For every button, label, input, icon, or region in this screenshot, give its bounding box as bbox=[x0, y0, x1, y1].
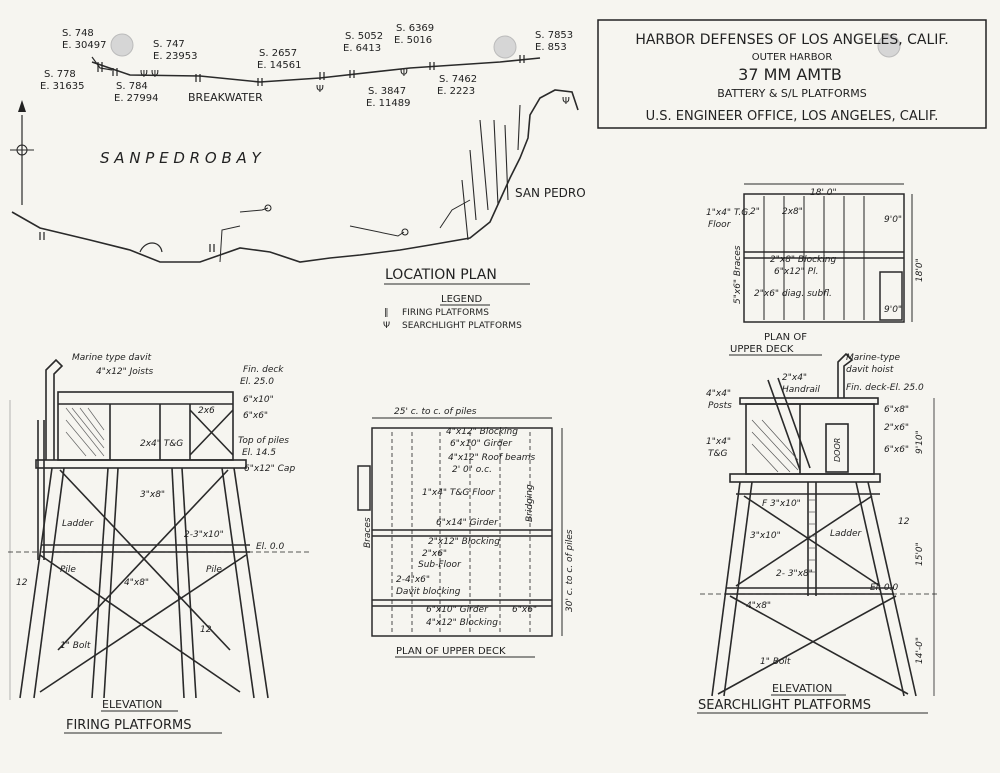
label-girder2: 6"x14" Girder bbox=[436, 518, 498, 528]
upper-deck-right-title-2: UPPER DECK bbox=[730, 344, 794, 355]
location-plan bbox=[10, 23, 586, 331]
label-roof-spacing: 2' 0" o.c. bbox=[452, 465, 492, 475]
label-m1: 6"x8" bbox=[884, 405, 910, 415]
label-davit1: 2-4"x6" bbox=[396, 575, 431, 585]
coord-s: S. 747 bbox=[153, 39, 185, 50]
label-diag: 2"x6" diag. subfl. bbox=[754, 289, 832, 299]
label-m3: 6"x6" bbox=[884, 445, 910, 455]
coastline bbox=[12, 90, 578, 262]
label-slope2: 12 bbox=[200, 625, 212, 635]
title-line-3: 37 MM AMTB bbox=[738, 65, 842, 84]
coord-s: S. 3847 bbox=[368, 86, 407, 97]
title-block bbox=[598, 20, 986, 128]
label-girt: 3"x8" bbox=[140, 490, 166, 500]
label-davit2: davit hoist bbox=[846, 365, 894, 375]
legend-searchlight-icon: Ψ bbox=[383, 321, 391, 331]
label-blocking-top: 4"x12" Blocking bbox=[446, 427, 518, 437]
label-dim-top: 18' 0" bbox=[810, 188, 837, 198]
firing-elevation-subtitle: FIRING PLATFORMS bbox=[66, 718, 192, 733]
coord-s: S. 6369 bbox=[396, 23, 435, 34]
coord-s: S. 5052 bbox=[345, 31, 384, 42]
upper-deck-plan-right bbox=[706, 184, 925, 355]
label-dim-r1: 9'0" bbox=[884, 215, 903, 225]
label-post2: 6"x6" bbox=[243, 411, 269, 421]
label-dim1: 9'10" bbox=[915, 430, 925, 454]
label-dim2: 15'0" bbox=[915, 542, 925, 566]
label-dim-r3: 9'0" bbox=[884, 305, 903, 315]
location-plan-title: LOCATION PLAN bbox=[385, 267, 497, 283]
svg-text:Ψ: Ψ bbox=[562, 96, 570, 107]
label-subfloor2: Sub-Floor bbox=[418, 560, 461, 570]
label-girder: 6"x10" Girder bbox=[450, 439, 512, 449]
searchlight-elevation-subtitle: SEARCHLIGHT PLATFORMS bbox=[698, 698, 872, 713]
label-blocking2: 2"x12" Blocking bbox=[428, 537, 500, 547]
label-dim-right: 30' c. to c. of piles bbox=[565, 529, 575, 612]
coord-s: S. 748 bbox=[62, 28, 94, 39]
title-line-5: U.S. ENGINEER OFFICE, LOS ANGELES, CALIF. bbox=[645, 109, 939, 124]
label-floor1: 1"x4" T.G. bbox=[706, 208, 752, 218]
searchlight-elevation-title: ELEVATION bbox=[772, 682, 833, 695]
coord-e: E. 11489 bbox=[366, 98, 411, 109]
label-ladder: Ladder bbox=[830, 529, 862, 539]
label-top-piles: Top of piles bbox=[238, 436, 289, 446]
label-diag: 3"x10" bbox=[750, 531, 781, 541]
label-diag: 2-3"x10" bbox=[184, 530, 224, 540]
label-dim-top: 25' c. to c. of piles bbox=[394, 407, 477, 417]
upper-deck-right-title-1: PLAN OF bbox=[764, 332, 807, 343]
label-cross: 2- 3"x8" bbox=[776, 569, 813, 579]
label-dim3: 14'-0" bbox=[915, 636, 925, 664]
title-line-4: BATTERY & S/L PLATFORMS bbox=[717, 87, 867, 100]
legend-firing-icon: ‖ bbox=[384, 308, 389, 318]
coord-e: E. 853 bbox=[535, 42, 567, 53]
punch-hole-center bbox=[494, 36, 516, 58]
label-top-piles-el: El. 14.5 bbox=[242, 448, 276, 458]
label-blocking3: 4"x12" Blocking bbox=[426, 618, 498, 628]
label-dim-r2: 18'0" bbox=[915, 258, 925, 282]
legend-title: LEGEND bbox=[441, 294, 483, 305]
punch-hole-left bbox=[111, 34, 133, 56]
svg-text:Ψ: Ψ bbox=[316, 84, 324, 95]
label-cap: 6"x12" Cap bbox=[244, 464, 296, 474]
label-spacing: 2" bbox=[750, 207, 760, 217]
label-posts1: 4"x4" bbox=[706, 389, 732, 399]
label-davit2: Davit blocking bbox=[396, 587, 461, 597]
coord-e: E. 5016 bbox=[394, 35, 433, 46]
label-slope1: 12 bbox=[16, 578, 28, 588]
coord-e: E. 2223 bbox=[437, 86, 476, 97]
searchlight-platform-elevation bbox=[697, 353, 940, 713]
title-line-2: OUTER HARBOR bbox=[751, 52, 833, 63]
town-label: SAN PEDRO bbox=[515, 186, 586, 200]
label-datum: El. 0.0 bbox=[256, 542, 285, 552]
bay-label: S A N P E D R O B A Y bbox=[100, 149, 261, 167]
label-post: 6"x10" bbox=[243, 395, 274, 405]
coord-e: E. 14561 bbox=[257, 60, 302, 71]
coord-s: S. 784 bbox=[116, 81, 148, 92]
label-girder3: 6"x10" Girder bbox=[426, 605, 488, 615]
label-post: 6"x6" bbox=[512, 605, 538, 615]
label-floor2: Floor bbox=[708, 220, 731, 230]
label-joists: 4"x12" Joists bbox=[96, 367, 154, 377]
label-posts2: Posts bbox=[708, 401, 732, 411]
label-braces: Braces bbox=[363, 517, 373, 548]
coord-e: E. 31635 bbox=[40, 81, 85, 92]
label-floor1: 1"x4" bbox=[706, 437, 732, 447]
breakwater-label: BREAKWATER bbox=[188, 91, 263, 104]
svg-text:Ψ: Ψ bbox=[400, 68, 408, 79]
label-bolt: 1" Bolt bbox=[60, 641, 91, 651]
coord-e: E. 30497 bbox=[62, 40, 107, 51]
label-pile-left: Pile bbox=[60, 565, 76, 575]
legend-searchlight: SEARCHLIGHT PLATFORMS bbox=[402, 321, 522, 331]
label-braces: 5"x6" Braces bbox=[733, 245, 743, 304]
label-door: DOOR bbox=[833, 437, 842, 462]
label-m2: 2"x6" bbox=[884, 423, 910, 433]
label-blocking: 2"x8" Blocking bbox=[770, 255, 837, 265]
label-roof-beams: 4"x12" Roof beams bbox=[448, 453, 536, 463]
upper-deck-plan-center bbox=[358, 407, 575, 657]
label-handrail2: Handrail bbox=[782, 385, 820, 395]
label-brace: 4"x8" bbox=[746, 601, 772, 611]
label-posts: 6"x12" Pl. bbox=[774, 267, 819, 277]
label-girt: F 3"x10" bbox=[762, 499, 801, 509]
label-subfloor1: 2"x6" bbox=[422, 549, 448, 559]
coord-e: E. 23953 bbox=[153, 51, 198, 62]
label-bolt: 1" Bolt bbox=[760, 657, 791, 667]
label-joist: 2x8" bbox=[782, 207, 803, 217]
label-floor: 2x4" T&G bbox=[140, 439, 184, 449]
label-fin-deck: Fin. deck bbox=[243, 365, 284, 375]
label-floor2: T&G bbox=[708, 449, 728, 459]
label-datum: El. 0.0 bbox=[870, 583, 899, 593]
coord-s: S. 778 bbox=[44, 69, 76, 80]
legend-firing: FIRING PLATFORMS bbox=[402, 308, 489, 318]
upper-deck-center-title: PLAN OF UPPER DECK bbox=[396, 646, 506, 657]
coord-s: S. 7853 bbox=[535, 30, 574, 41]
label-floor: 1"x4" T&G Floor bbox=[422, 488, 495, 498]
coord-s: S. 7462 bbox=[439, 74, 478, 85]
firing-elevation-title: ELEVATION bbox=[102, 698, 163, 711]
svg-text:Ψ Ψ: Ψ Ψ bbox=[140, 69, 159, 80]
label-davit1: Marine-type bbox=[846, 353, 901, 363]
label-handrail1: 2"x4" bbox=[782, 373, 808, 383]
coord-s: S. 2657 bbox=[259, 48, 298, 59]
coord-e: E. 27994 bbox=[114, 93, 159, 104]
label-slope: 12 bbox=[898, 517, 910, 527]
label-brace: 2x6 bbox=[198, 406, 215, 416]
label-fin-deck-el: El. 25.0 bbox=[240, 377, 274, 387]
coord-e: E. 6413 bbox=[343, 43, 382, 54]
label-davit: Marine type davit bbox=[72, 353, 152, 363]
label-cross: 4"x8" bbox=[124, 578, 150, 588]
label-pile-right: Pile bbox=[206, 565, 222, 575]
label-bridging: Bridging bbox=[525, 484, 535, 522]
label-ladder: Ladder bbox=[62, 519, 94, 529]
firing-platform-elevation bbox=[8, 353, 310, 733]
label-fin-deck: Fin. deck-El. 25.0 bbox=[846, 383, 924, 393]
title-line-1: HARBOR DEFENSES OF LOS ANGELES, CALIF. bbox=[635, 32, 949, 48]
